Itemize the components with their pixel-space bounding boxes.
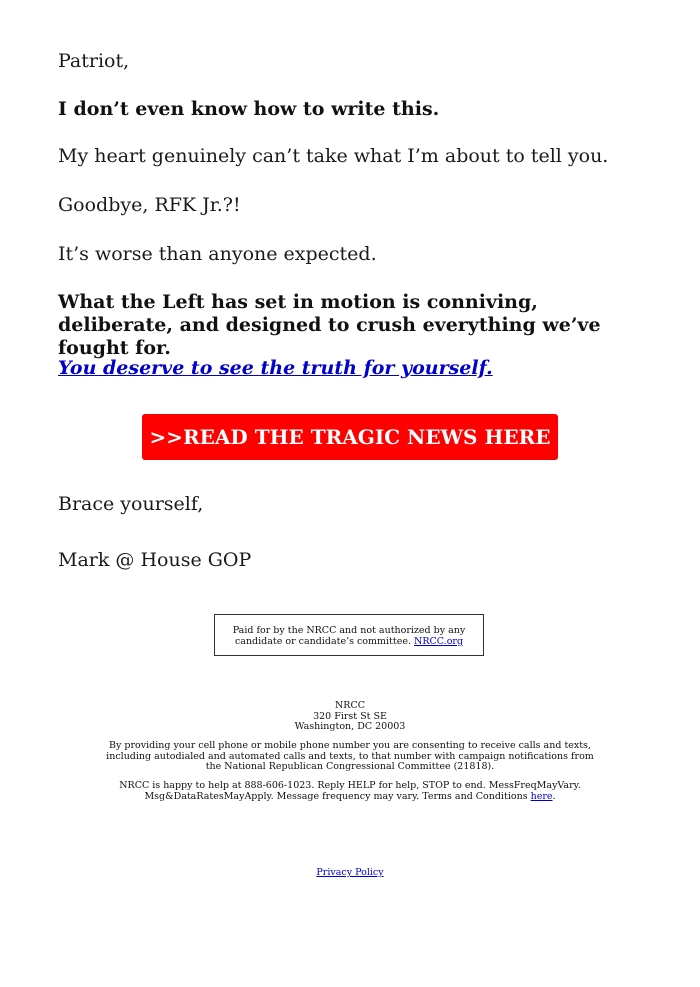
help-text-block: NRCC is happy to help at 888-606-1023. Reply HELP for help, STOP to end. MessFreqMayVary. Msg&DataRatesMayApply. Message frequency may vary. Terms and Conditions here.: [119, 780, 581, 802]
privacy-policy-link[interactable]: Privacy Policy: [316, 867, 384, 878]
greeting: Patriot,: [58, 50, 130, 72]
body-line-rfk: Goodbye, RFK Jr.?!: [58, 194, 241, 216]
body-line-heart: My heart genuinely can’t take what I’m about to tell you.: [58, 145, 609, 167]
privacy-block: [90, 868, 610, 879]
signature: Mark @ House GOP: [58, 549, 252, 571]
address-street: 320 First St SE: [313, 710, 387, 722]
consent-text: By providing your cell phone or mobile phone number you are consenting to receive calls and texts, including autodialed and automated calls and texts, to that number with campaign notifications from the National Republican Congressional Committee (21818).: [106, 740, 594, 772]
disclaimer-text: Paid for by the NRCC and not authorized by any candidate or candidate’s committee.: [232, 625, 466, 647]
signoff: Brace yourself,: [58, 493, 204, 515]
body-line-worse: It’s worse than anyone expected.: [58, 243, 377, 265]
paid-for-disclaimer: [214, 614, 484, 656]
address-block: [90, 701, 610, 733]
address-city: Washington, DC 20003: [294, 721, 406, 732]
truth-link[interactable]: You deserve to see the truth for yourself.: [58, 357, 493, 379]
bold-paragraph: What the Left has set in motion is conniving, deliberate, and designed to crush everything we’ve fought for.: [58, 291, 601, 359]
terms-link[interactable]: here: [530, 790, 553, 802]
nrcc-link[interactable]: NRCC.org: [414, 636, 464, 647]
address-org: NRCC: [334, 700, 365, 711]
headline: I don’t even know how to write this.: [58, 98, 440, 120]
read-news-button[interactable]: >>READ THE TRAGIC NEWS HERE: [142, 414, 558, 460]
help-text: NRCC is happy to help at 888-606-1023. Reply HELP for help, STOP to end. MessFreqMayVary. Msg&DataRatesMayApply. Message frequency may vary. Terms and Conditions: [119, 780, 581, 802]
